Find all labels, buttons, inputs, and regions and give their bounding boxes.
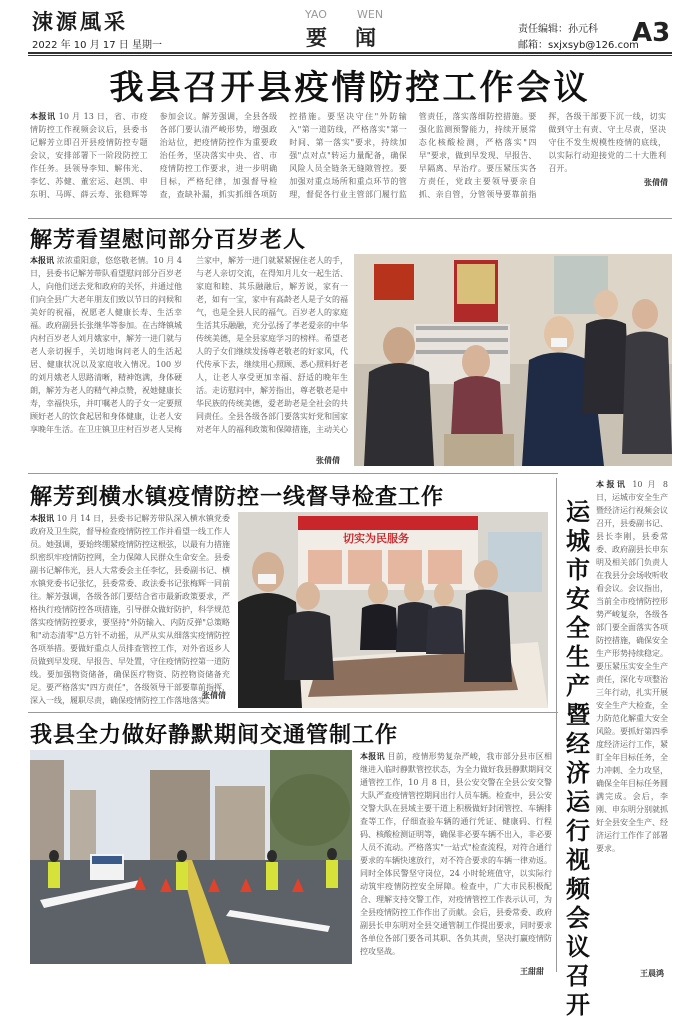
page-number: A3 (632, 18, 671, 48)
photo-traffic-control (30, 750, 352, 964)
byline: 张倩倩 (644, 178, 668, 187)
photo-inspection-image (238, 512, 548, 708)
article-headline: 我县全力做好静默期间交通管制工作 (30, 722, 399, 748)
byline: 张倩倩 (202, 691, 226, 700)
dateline: 本报讯 (360, 751, 385, 761)
article-text: 10 月 14 日，县委书记解芳带队深入横水镇党委政府及卫生院，督导检查疫情防控工作并看望一线工作人员。她强调，要始终绷紧疫情防控这根弦，以最有力措施织密织牢疫情防控网，全力保障人民群众生命安全。县委副书记解伟光，县人大常委会主任李忆，县委副书记、横水镇党委书记张忆，县委常委、政法委书记张梅辉一同前往。解芳强调，各级各部门要结合省市最新政策要求，严格执行疫情防控各项措施，引导群众做好防护，科学规范落实疫情防控要求，要坚持"外防输入、内防反弹"总策略和"动态清零"总方针不动摇，从严从实从细落实疫情防控各项举措。要做好重点人员排查管控工作，对外省返乡人员做到早发现、早报告、早处置，守住疫情防控第一道防线。要加强物资储备，确保医疗物资、防控物资储备充足。要严格落实"四方责任"，各级领导干部要靠前指挥，深入一线，履职尽责，确保疫情防控工作落地落实。 (30, 514, 230, 705)
issue-date: 2022 年 10 月 17 日 星期一 (32, 40, 162, 51)
divider (28, 712, 558, 713)
photo-traffic-control-image (30, 750, 352, 964)
article-text: 10 月 8 日，运城市安全生产暨经济运行视频会议召开，县委副书记、县长李刚，县委常委、政府副县长申东明及相关部门负责人在我县分会场收听收看会议。会议指出，当前全市疫情防控形势严峻复杂，各级各部门要全面落实各项防控措施，确保安全生产形势持续稳定。要压紧压实安全生产责任，深化专项整治三年行动，扎实开展安全生产大检查，全力防范化解重大安全风险。要抓好第四季度经济运行工作，紧盯全年目标任务，全力冲刺、全力攻坚，确保全年目标任务圆满完成。会后，李刚、申东明分别就抓好全县安全生产、经济运行工作作了部署要求。 (596, 480, 669, 853)
article-body (30, 254, 348, 448)
section-pinyin-right: WEN (357, 8, 384, 21)
article-text: 目前，疫情形势复杂严峻，我市部分县市区相继进入临时静默管控状态，为全力做好我县静默期间交通管控工作，10 月 8 日，县公安交警在全县公安交警大队严查疫情管控期间出行人员车辆。检查中，县公安交警大队在县域主要干道上积极做好封闭管控、车辆排查等工作，仔细查验车辆的通行凭证、健康码、行程码、核酸检测证明等，确保非必要车辆不出入，非必要人员不流动。严格落实"一站式"检查流程，对符合通行要求的车辆快速放行，对不符合要求的车辆一律劝返。同时全体民警坚守岗位，24 小时轮班值守，以实际行动筑牢疫情防控安全屏障。检查中，广大市民积极配合、理解支持交警工作，对疫情管控工作表示认可，为全县疫情防控工作作出了贡献。会后，县委常委、政府副县长申东明对全县交通管制工作提出要求，同时要求各单位各部门要各司其职、各负其责，坚决打赢疫情防控攻坚战。 (360, 752, 553, 956)
dateline: 本报讯 (596, 479, 628, 489)
wall-banner-text: 切实为民服务 (343, 532, 409, 545)
divider (28, 218, 672, 219)
dateline: 本报讯 (30, 111, 56, 121)
lead-article-body (30, 110, 666, 214)
editor-email: 邮箱：sxjxsyb@126.com (518, 40, 639, 51)
section-title: 要闻 (306, 25, 404, 50)
editor-credit: 责任编辑：孙元科 (518, 24, 598, 35)
dateline: 本报讯 (30, 513, 55, 523)
photo-inspection (238, 512, 548, 708)
masthead-rule (28, 52, 672, 54)
newspaper-name: 涑源風采 (32, 9, 128, 34)
divider (28, 473, 558, 474)
article-headline: 解芳看望慰问部分百岁老人 (30, 227, 307, 253)
photo-elder-visit (354, 254, 672, 466)
photo-elder-visit-image (354, 254, 672, 466)
article-headline: 解芳到横水镇疫情防控一线督导检查工作 (30, 484, 445, 510)
article-text: 浓浓重阳意，悠悠敬老情。10 月 4 日，县委书记解芳带队看望慰问部分百岁老人，向他们送去党和政府的关怀，并通过他们向全县广大老年朋友们致以节日的问候和美好的祝福，祝愿老人健康长寿、生活幸福。政府副县长张继华等参加。在古绛镇城内村百岁老人刘月娥家中，解芳一进门就与老人亲切握手，关切地询问老人的生活起居、健康状况以及家庭收入情况。100 岁的刘月娥老人思路清晰，精神饱满，身体硬朗，解芳为老人的精气神点赞，祝她健康长寿，幸福快乐，并叮嘱老人的子女一定要照顾好老人的饮食起居和身体健康，让老人安享晚年生活。在卫庄镇卫庄村百岁老人吴梅兰家中，解芳一进门就紧紧握住老人的手，与老人亲切交流，在得知月儿女一起生活、家庭和睦、其乐融融后，解芳说，家有一老，如有一宝，家中有高龄老人是子女的福气，也是全县人民的福气。百岁老人的家庭生活其乐融融，充分弘扬了孝老爱亲的中华传统美德，是全县家庭学习的榜样。希望老人的子女们继续发扬尊老敬老的好家风，代代传承下去，继续用心照顾、悉心照料好老人，让老人享受更加幸福、舒适的晚年生活。走访慰问中，解芳指出，尊老敬老是中华民族的传统美德，爱老助老是全社会的共同责任。全县各级各部门要落实好党和国家对老年人的福利政策和保障措施，主动关心 (30, 256, 348, 434)
article-body (30, 512, 230, 706)
byline: 王晨鸿 (640, 969, 664, 978)
article-body (596, 478, 668, 962)
dateline: 本报讯 (30, 255, 55, 265)
section-pinyin-left: YAO (305, 8, 327, 21)
byline: 张倩倩 (316, 456, 340, 465)
column-divider (556, 478, 557, 972)
lead-headline: 我县召开县疫情防控工作会议 (109, 68, 591, 108)
article-text: 10 月 13 日，省、市疫情防控工作视频会议后，县委书记解芳立即召开县疫情防控专题会议，安排部署下一阶段防控工作任务。县领导李知、解伟光、李忆、苏健、董宏运、赵凯、申东明、马晖、薛云寿、张稳辉等参加会议。解芳强调，全县各级各部门要认清严峻形势，增强政治站位，把疫情防控作为重要政治任务，坚决落实中央、省、市疫情防控工作要求，进一步明确目标，严格纪律，加强督导检查，查缺补漏，抓实抓细各项防控措施。要坚决守住"外防输入"第一道防线，严格落实"第一时间、第一落实"要求，持续加强"点对点"转运力量配备，确保风险人员全链条无缝隙管控。要加强对重点场所和重点环节的管理，督促各行业主管部门履行监管责任，落实落细防控措施。要强化监测预警能力，持续开展常态化核酸检测，严格落实"四早"要求，做到早发现、早报告、早隔离、早治疗。要压紧压实各方责任，党政主要领导要亲自抓、亲自管，分管领导要靠前指挥，各级干部要下沉一线，切实做到守土有责、守土尽责，坚决守住不发生规模性疫情的底线，以实际行动迎接党的二十大胜利召开。 (30, 112, 666, 199)
vertical-headline: 运城市安全生产暨经济运行视频会议召开 (566, 497, 590, 1019)
article-body (360, 750, 552, 962)
masthead-rule-thin (28, 55, 672, 56)
byline: 王甜甜 (520, 967, 544, 976)
